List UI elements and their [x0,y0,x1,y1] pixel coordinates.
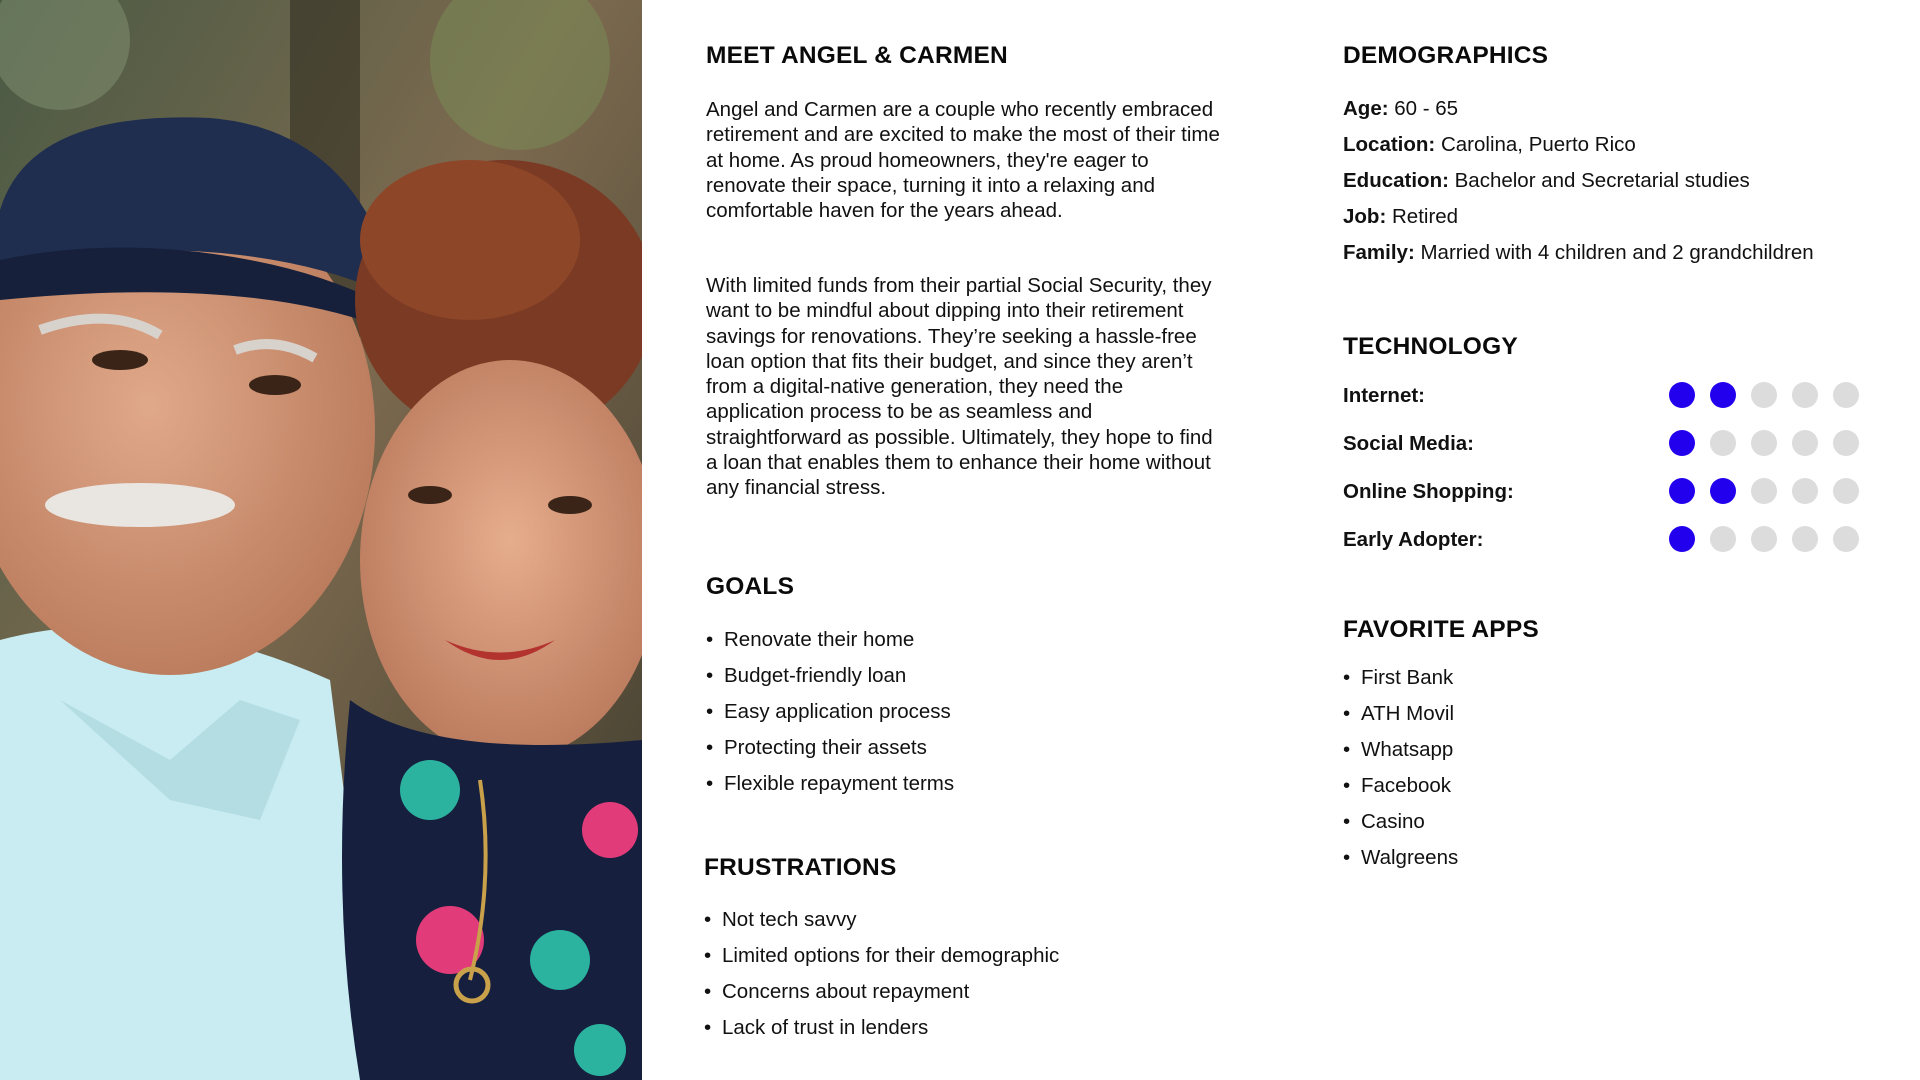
rating-dot-empty [1792,526,1818,552]
persona-photo [0,0,642,1080]
demographic-value: Married with 4 children and 2 grandchildren [1420,241,1814,264]
bullet-icon: • [704,908,712,931]
goal-item-text: Protecting their assets [724,736,927,759]
technology-label: Internet: [1343,384,1425,407]
frustration-item-text: Not tech savvy [722,908,857,931]
goal-item [706,664,954,700]
rating-dot-empty [1833,478,1859,504]
technology-row [1343,380,1863,428]
goal-item [706,772,954,808]
demographic-item [1343,133,1814,169]
favorite-app-item-text: Casino [1361,810,1425,833]
goal-item-text: Easy application process [724,700,951,723]
technology-label: Online Shopping: [1343,480,1514,503]
bullet-icon: • [706,772,714,795]
rating-dot-empty [1751,430,1777,456]
frustration-item-text: Concerns about repayment [722,980,970,1003]
technology-row [1343,476,1863,524]
technology-row [1343,524,1863,572]
demographic-label: Education: [1343,169,1449,192]
rating-dot-empty [1833,382,1859,408]
goal-item [706,700,954,736]
favorite-app-item [1343,666,1458,702]
bullet-icon: • [706,628,714,651]
demographic-label: Family: [1343,241,1415,264]
bullet-icon: • [704,944,712,967]
rating-dot-empty [1792,478,1818,504]
demographic-item [1343,169,1814,205]
favorite-apps-list [1343,666,1458,882]
favorite-app-item [1343,702,1458,738]
technology-label: Early Adopter: [1343,528,1484,551]
demographic-label: Job: [1343,205,1387,228]
goal-item-text: Renovate their home [724,628,915,651]
frustration-item-text: Lack of trust in lenders [722,1016,929,1039]
bullet-icon: • [706,664,714,687]
rating-dots [1669,430,1859,456]
rating-dots [1669,382,1859,408]
frustrations-list [704,908,1059,1052]
rating-dots [1669,526,1859,552]
rating-dot-filled [1669,526,1695,552]
favorite-apps-heading: FAVORITE APPS [1343,616,1539,643]
bullet-icon: • [1343,846,1351,869]
context-paragraph: With limited funds from their partial Social Security, they want to be mindful about dipping into their retirement savings for renovations. They’re seeking a hassle-free loan option that fits their budget, and since they aren’t from a digital-native generation, they need the application process to be as seamless and straightforward as possible. Ultimately, they hope to find a loan that enables them to enhance their home without any financial stress. [706,274,1213,500]
rating-dot-empty [1833,430,1859,456]
meet-heading: MEET ANGEL & CARMEN [706,42,1008,69]
demographic-value: Carolina, Puerto Rico [1440,133,1636,156]
demographics-list [1343,97,1814,277]
rating-dots [1669,478,1859,504]
rating-dot-filled [1669,430,1695,456]
demographic-item [1343,205,1814,241]
rating-dot-empty [1792,430,1818,456]
rating-dot-empty [1751,526,1777,552]
bullet-icon: • [1343,702,1351,725]
bullet-icon: • [1343,774,1351,797]
favorite-app-item [1343,810,1458,846]
frustration-item-text: Limited options for their demographic [722,944,1060,967]
goal-item-text: Budget-friendly loan [724,664,907,687]
demographic-label: Location: [1343,133,1436,156]
rating-dot-empty [1710,526,1736,552]
bullet-icon: • [1343,738,1351,761]
frustration-item [704,980,1059,1016]
frustrations-heading: FRUSTRATIONS [704,854,897,881]
rating-dot-empty [1792,382,1818,408]
demographic-item [1343,97,1814,133]
favorite-app-item [1343,738,1458,774]
bullet-icon: • [1343,666,1351,689]
goal-item [706,736,954,772]
demographic-label: Age: [1343,97,1389,120]
demographics-heading: DEMOGRAPHICS [1343,42,1549,69]
rating-dot-empty [1833,526,1859,552]
frustration-item [704,1016,1059,1052]
goals-list [706,628,954,808]
bullet-icon: • [706,700,714,723]
rating-dot-filled [1710,478,1736,504]
favorite-app-item-text: Whatsapp [1361,738,1454,761]
demographic-value: Retired [1391,205,1459,228]
technology-row [1343,428,1863,476]
bullet-icon: • [1343,810,1351,833]
goals-heading: GOALS [706,573,795,600]
rating-dot-empty [1751,382,1777,408]
frustration-item [704,944,1059,980]
technology-heading: TECHNOLOGY [1343,333,1518,360]
rating-dot-filled [1710,382,1736,408]
rating-dot-empty [1710,430,1736,456]
favorite-app-item-text: Walgreens [1361,846,1459,869]
rating-dot-filled [1669,382,1695,408]
demographic-item [1343,241,1814,277]
bullet-icon: • [704,1016,712,1039]
favorite-app-item-text: Facebook [1361,774,1452,797]
bullet-icon: • [704,980,712,1003]
rating-dot-empty [1751,478,1777,504]
goal-item [706,628,954,664]
bullet-icon: • [706,736,714,759]
goal-item-text: Flexible repayment terms [724,772,955,795]
demographic-value: 60 - 65 [1394,97,1459,120]
favorite-app-item-text: ATH Movil [1361,702,1455,725]
favorite-app-item-text: First Bank [1361,666,1454,689]
frustration-item [704,908,1059,944]
favorite-app-item [1343,846,1458,882]
technology-ratings [1343,380,1863,572]
intro-paragraph: Angel and Carmen are a couple who recently embraced retirement and are excited to make the most of their time at home. As proud homeowners, they're eager to renovate their space, turning it into a relaxing and comfortable haven for the years ahead. [706,98,1220,223]
favorite-app-item [1343,774,1458,810]
rating-dot-filled [1669,478,1695,504]
demographic-value: Bachelor and Secretarial studies [1454,169,1750,192]
technology-label: Social Media: [1343,432,1475,455]
